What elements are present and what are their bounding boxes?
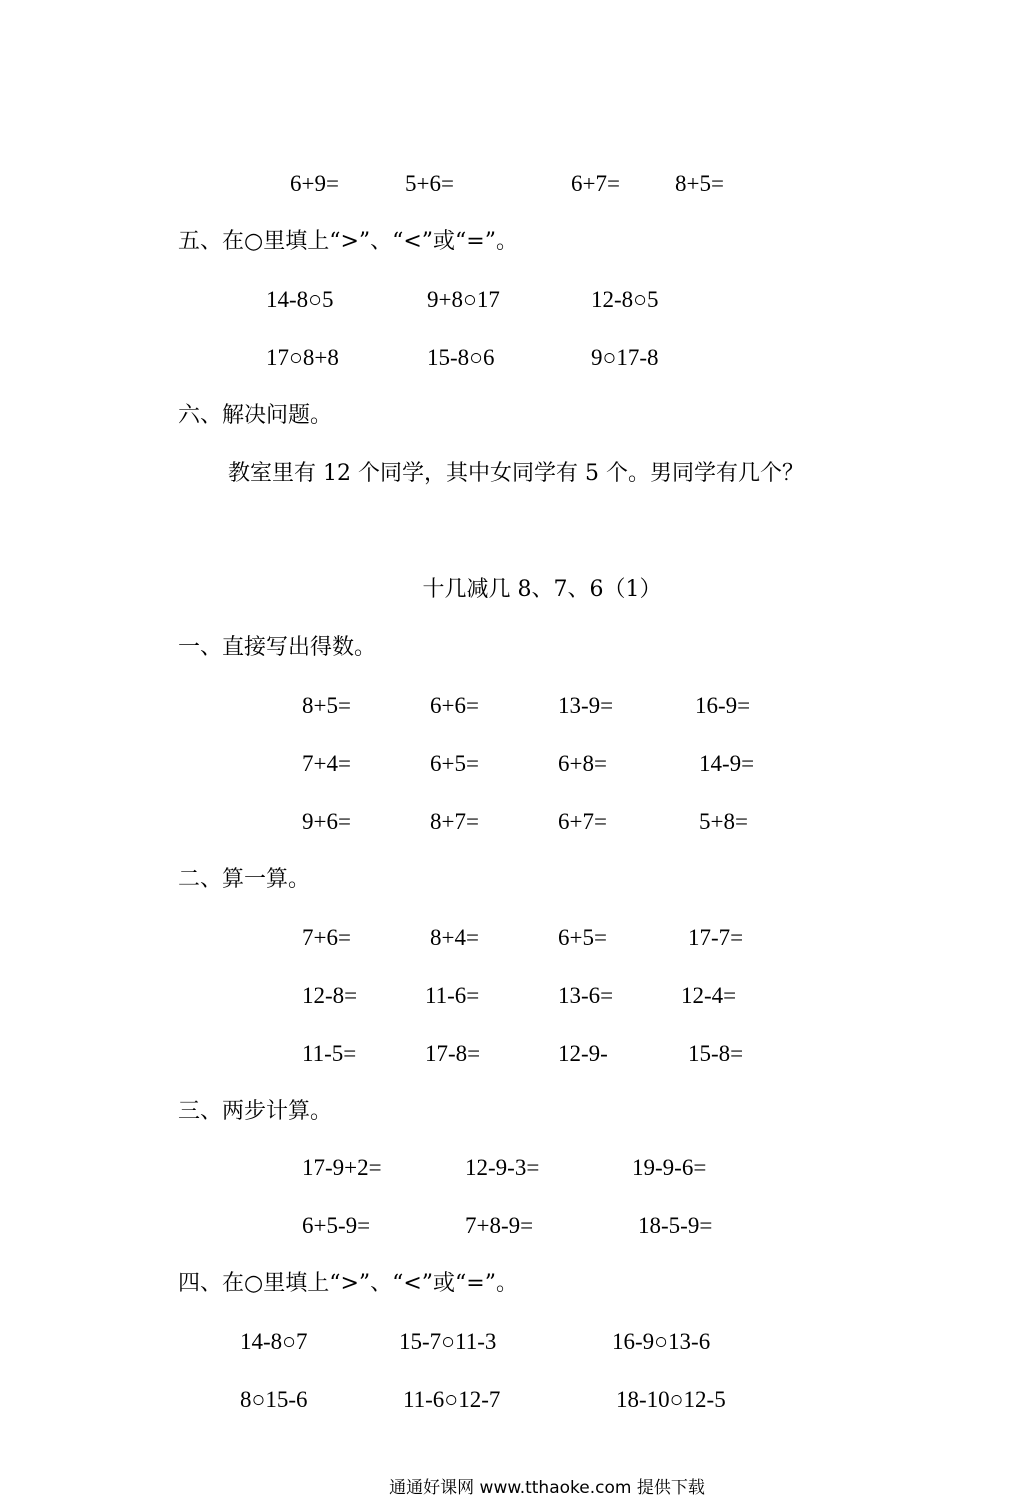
exercise: 17-9+2= bbox=[302, 1155, 382, 1180]
exercise: 15-8= bbox=[688, 1041, 744, 1066]
exercise-row bbox=[0, 1380, 1034, 1420]
exercise-row bbox=[0, 280, 1034, 320]
section-heading-5: 五、在○里填上“>”、“<”或“=”。 bbox=[178, 229, 518, 254]
word-problem: 教室里有 12 个同学，其中女同学有 5 个。男同学有几个？ bbox=[228, 461, 804, 486]
exercise: 14-8○7 bbox=[240, 1329, 308, 1354]
exercise: 18-10○12-5 bbox=[616, 1387, 726, 1412]
exercise: 6+5-9= bbox=[302, 1213, 371, 1238]
exercise: 13-9= bbox=[558, 693, 614, 718]
part-heading-2: 二、算一算。 bbox=[178, 867, 311, 892]
exercise-row bbox=[0, 1034, 1034, 1074]
exercise-row bbox=[0, 686, 1034, 726]
exercise: 7+6= bbox=[302, 925, 351, 950]
exercise-row bbox=[0, 1322, 1034, 1362]
exercise: 7+8-9= bbox=[465, 1213, 534, 1238]
exercise: 11-6= bbox=[425, 983, 480, 1008]
exercise: 11-6○12-7 bbox=[403, 1387, 501, 1412]
exercise: 9+8○17 bbox=[427, 287, 500, 312]
exercise-row bbox=[0, 744, 1034, 784]
exercise-row bbox=[0, 918, 1034, 958]
part-heading-4: 四、在○里填上“>”、“<”或“=”。 bbox=[178, 1271, 518, 1296]
exercise: 9○17-8 bbox=[591, 345, 659, 370]
exercise: 8+5= bbox=[675, 171, 724, 196]
exercise: 6+6= bbox=[430, 693, 479, 718]
exercise: 12-4= bbox=[681, 983, 737, 1008]
exercise-row bbox=[0, 802, 1034, 842]
section-heading-6: 六、解决问题。 bbox=[178, 403, 333, 428]
exercise: 8○15-6 bbox=[240, 1387, 308, 1412]
exercise: 6+5= bbox=[558, 925, 607, 950]
exercise: 6+7= bbox=[558, 809, 607, 834]
exercise: 8+7= bbox=[430, 809, 479, 834]
exercise-row bbox=[0, 164, 1034, 204]
part-heading-3: 三、两步计算。 bbox=[178, 1099, 333, 1124]
exercise-row bbox=[0, 338, 1034, 378]
exercise: 9+6= bbox=[302, 809, 351, 834]
exercise: 14-8○5 bbox=[266, 287, 334, 312]
exercise: 7+4= bbox=[302, 751, 351, 776]
exercise-row bbox=[0, 1206, 1034, 1246]
exercise: 12-8= bbox=[302, 983, 358, 1008]
exercise: 16-9= bbox=[695, 693, 751, 718]
exercise-row bbox=[0, 1148, 1034, 1188]
exercise: 12-8○5 bbox=[591, 287, 659, 312]
exercise: 15-8○6 bbox=[427, 345, 495, 370]
exercise: 11-5= bbox=[302, 1041, 357, 1066]
exercise: 6+7= bbox=[571, 171, 620, 196]
exercise: 17-7= bbox=[688, 925, 744, 950]
exercise: 16-9○13-6 bbox=[612, 1329, 711, 1354]
exercise: 5+8= bbox=[699, 809, 748, 834]
exercise: 6+9= bbox=[290, 171, 339, 196]
exercise: 8+4= bbox=[430, 925, 479, 950]
exercise: 12-9- bbox=[558, 1041, 608, 1066]
lesson-title: 十几减几 8、7、6（1） bbox=[422, 577, 662, 602]
page-footer: 通通好课网 www.tthaoke.com 提供下载 bbox=[389, 1478, 705, 1498]
exercise: 15-7○11-3 bbox=[399, 1329, 497, 1354]
exercise: 8+5= bbox=[302, 693, 351, 718]
exercise: 19-9-6= bbox=[632, 1155, 707, 1180]
part-heading-1: 一、直接写出得数。 bbox=[178, 635, 377, 660]
exercise: 12-9-3= bbox=[465, 1155, 540, 1180]
exercise: 6+5= bbox=[430, 751, 479, 776]
exercise: 6+8= bbox=[558, 751, 607, 776]
exercise: 17-8= bbox=[425, 1041, 481, 1066]
exercise: 18-5-9= bbox=[638, 1213, 713, 1238]
exercise: 14-9= bbox=[699, 751, 755, 776]
exercise: 5+6= bbox=[405, 171, 454, 196]
exercise: 13-6= bbox=[558, 983, 614, 1008]
exercise-row bbox=[0, 976, 1034, 1016]
exercise: 17○8+8 bbox=[266, 345, 339, 370]
